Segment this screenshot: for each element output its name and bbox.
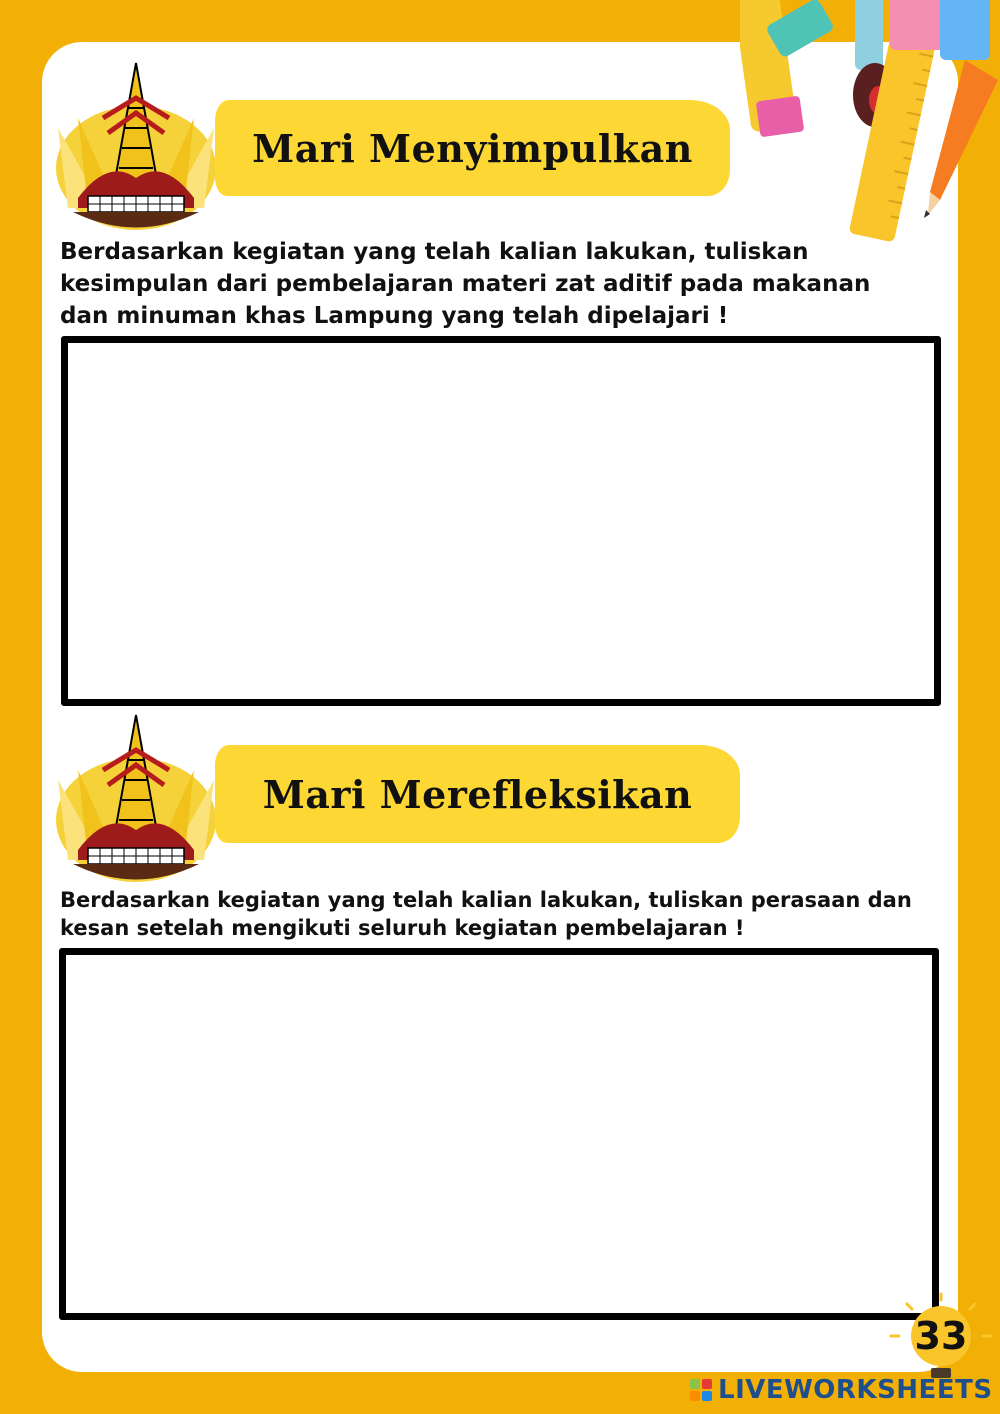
prompt-line: kesimpulan dari pembelajaran materi zat aditif pada makanan: [60, 271, 871, 297]
section-title-banner: [215, 100, 730, 196]
watermark-text: LIVEWORKSHEETS: [718, 1375, 993, 1405]
reflection-prompt: [60, 886, 912, 942]
siger-crown-icon: [48, 710, 228, 890]
conclusion-answer-input[interactable]: [68, 343, 934, 699]
prompt-line: Berdasarkan kegiatan yang telah kalian lakukan, tuliskan perasaan dan: [60, 888, 912, 912]
stationery-illustration: [740, 0, 1000, 250]
prompt-line: dan minuman khas Lampung yang telah dipelajari !: [60, 303, 729, 329]
reflection-answer-input[interactable]: [66, 955, 932, 1313]
conclusion-prompt: [60, 236, 870, 332]
page-number: 33: [914, 1314, 968, 1358]
section-title-reflect: Mari Merefleksikan: [262, 771, 693, 817]
section-title-banner: [215, 745, 740, 843]
prompt-line: Berdasarkan kegiatan yang telah kalian lakukan, tuliskan: [60, 239, 809, 265]
siger-crown-icon: [48, 58, 228, 238]
liveworksheets-watermark: [690, 1374, 993, 1406]
liveworksheets-logo-icon: [690, 1379, 712, 1401]
section-title-conclude: Mari Menyimpulkan: [252, 125, 693, 171]
reflection-answer-box[interactable]: [59, 948, 939, 1320]
page-number-badge: [885, 1290, 995, 1380]
prompt-line: kesan setelah mengikuti seluruh kegiatan pembelajaran !: [60, 916, 745, 940]
conclusion-answer-box[interactable]: [61, 336, 941, 706]
